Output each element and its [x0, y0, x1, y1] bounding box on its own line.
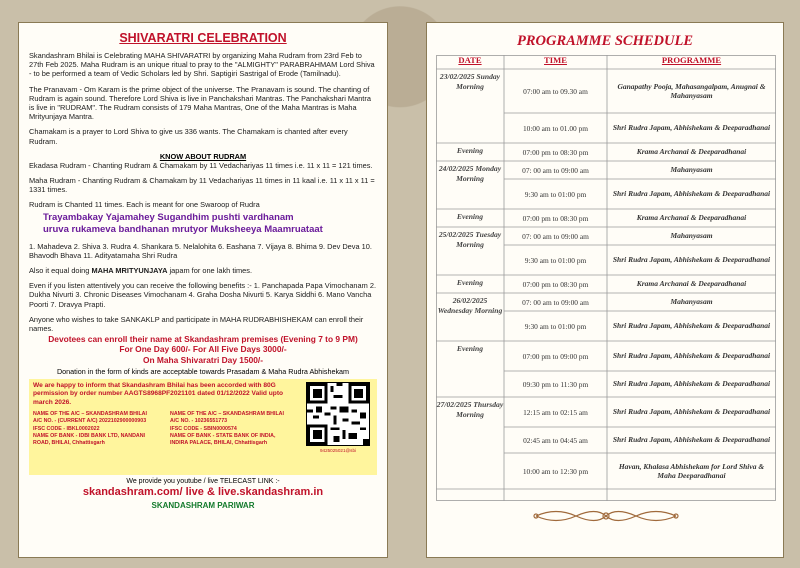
schedule-row [436, 113, 776, 143]
devotees-line-1: Devotees can enroll their name at Skandashram premises (Evening 7 to 9 PM) [48, 334, 358, 345]
devotees-line-3: On Maha Shivaratri Day 1500/- [142, 354, 264, 365]
know-about-heading: KNOW ABOUT RUDRAM [159, 151, 247, 161]
youtube-note: We provide you youtube / live TELECAST LINK :- [126, 477, 280, 485]
row-time: 09:30 pm to 11:30 pm [522, 379, 589, 389]
row-programme: Mahanyasam [670, 165, 713, 175]
schedule-row [436, 397, 776, 427]
schedule-row [436, 143, 776, 161]
pranavam-paragraph: The Pranavam - Om Karam is the prime object of the universe. The Pranavam is sound. The chanting of Rudram is again sound. Therefore Lord Shiva is live in Panchakshari Mantras. The Panchakshari Mantra is live in "RUDRAM". The Rudram consists of 179 Maha Mantras, One of the Maha Mantras is Maha Mrityunjaya Mantra. [29, 84, 371, 122]
also-pre: Also it equal doing [29, 266, 92, 276]
row-time: 9:30 am to 01:00 pm [524, 321, 587, 331]
left-panel [18, 22, 388, 558]
row-programme: Havan, Khalasa Abhishekam for Lord Shiva & Maha Deeparadhanai [618, 461, 765, 480]
row-programme: Ganapathy Pooja, Mahasangalpam, Anugnai & Mahanyasam [617, 81, 766, 100]
80g-notice: We are happy to inform that Skandashram Bhilai has been accorded with 80G permission by order number AAGTS8968PF2021101 dated 01/12/2022 Valid upto march 2026. [33, 381, 284, 406]
schedule-row [436, 245, 776, 275]
row-programme: Krama Archanai & Deeparadhanai [636, 279, 747, 289]
chanted-paragraph: Rudram is Chanted 11 times. Each is meant for one Swaroop of Rudra [29, 200, 260, 210]
rudras-list: 1. Mahadeva 2. Shiva 3. Rudra 4. Shankara 5. Nelalohita 6. Eashana 7. Vijaya 8. Bhima 9. Dev Deva 10. Bhavodh Bhava 11. Adityatamaha Shri Rudra [29, 241, 372, 260]
schedule-row [436, 69, 776, 113]
bank1-line: NAME OF THE A/C – SKANDASHRAM BHILAI [33, 411, 147, 418]
devotees-line-2: For One Day 600/- For All Five Days 3000/- [119, 344, 287, 355]
row-date: Evening [456, 146, 484, 155]
intro-paragraph: Skandashram Bhilai is Celebrating MAHA SHIVARATRI by organizing Maha Rudram from 23rd Feb to 27th Feb 2025. Maha Rudram is an unique ritual to pray to the "ALMIGHTY" PARABRAHMAM Lord Shiva - to be performed a team of Vedic Scholars led by Shri. Saptigiri Sastrigal of Erode (Tamilnadu). [29, 51, 375, 79]
sankalp-paragraph: Anyone who wishes to take SANKAKLP and participate in MAHA RUDRABHISHEKAM can enroll their names. [29, 314, 364, 334]
bank-sbi [170, 411, 299, 447]
bank2-line: NAME OF THE A/C – SKANDASHRAM BHILAI [170, 411, 284, 418]
bank-info-box [29, 379, 377, 475]
row-programme: Shri Rudra Japam, Abhishekam & Deeparadhanai [612, 435, 771, 445]
row-programme: Shri Rudra Japam, Abhishekam & Deeparadhanai [612, 189, 771, 199]
row-time: 07:00 am to 09.30 am [523, 86, 588, 96]
row-time: 12:15 am to 02:15 am [523, 407, 588, 417]
donation-note: Donation in the form of kinds are acceptable towards Prasadam & Maha Rudra Abhishekam [56, 366, 350, 376]
row-time: 02:45 am to 04:45 am [523, 435, 588, 445]
row-time: 07: 00 am to 09:00 am [522, 231, 589, 241]
right-panel [426, 22, 784, 558]
schedule-row [436, 209, 776, 227]
row-programme: Mahanyasam [670, 297, 713, 307]
maha-rudram-paragraph: Maha Rudram - Chanting Rudram & Chamakam by 11 Vedachariyas 11 times in 11 kaal i.e. 11 x 11 x 11 = 1331 times. [29, 176, 375, 195]
row-date: 23/02/2025 Sunday Morning [439, 72, 501, 91]
row-date: Evening [456, 212, 484, 221]
pariwar-footer: SKANDASHRAM PARIWAR [151, 500, 255, 510]
benefits-paragraph: Even if you listen attentively you can receive the following benefits :- 1. Panchapada Papa Vimochanam 2. Dukha Nivurti 3. Chronic Diseases Vimochanam 4. Graha Dosha Nivurti 5. Karya Siddhi 6. Mano Vancha Poorti 7. Dravya Prapti. [29, 281, 377, 309]
bank1-line: ROAD, BHILAI, Chhattisgarh [33, 439, 105, 446]
row-time: 9:30 am to 01:00 pm [524, 189, 587, 199]
row-programme: Shri Rudra Japam, Abhishekam & Deeparadhanai [612, 379, 771, 389]
also-post: japam for one lakh times. [167, 266, 253, 276]
also-paragraph [29, 266, 377, 275]
schedule-row [436, 293, 776, 315]
bank2-line: INDIRA PALACE, BHILAI, Chhattisgarh [170, 439, 268, 446]
schedule-row [436, 311, 776, 341]
row-programme: Krama Archanai & Deeparadhanai [636, 147, 747, 157]
row-time: 10:00 am to 01.00 pm [522, 123, 589, 133]
row-programme: Shri Rudra Japam, Abhishekam & Deeparadhanai [612, 351, 771, 361]
qr-code-icon[interactable] [306, 382, 370, 446]
qr-caption: 9425025021@sbi [319, 447, 357, 453]
row-time: 9:30 am to 01:00 pm [524, 255, 587, 265]
row-time: 07:00 pm to 08:30 pm [522, 147, 589, 157]
row-date: Evening [456, 344, 484, 353]
row-programme: Krama Archanai & Deeparadhanai [636, 213, 747, 223]
header-time: TIME [544, 55, 567, 65]
chamakam-paragraph: Chamakam is a prayer to Lord Shiva to give us 336 wants. The Chamakam is chanted after every Rudram. [29, 127, 348, 146]
left-title: SHIVARATRI CELEBRATION [119, 31, 287, 45]
mantra-line-1: Trayambakay Yajamahey Sugandhim pushti vardhanam [43, 211, 294, 223]
bank1-line: NAME OF BANK - IDBI BANK LTD, NANDANI [33, 432, 146, 439]
row-programme: Mahanyasam [670, 231, 713, 241]
row-date: Evening [456, 278, 484, 287]
row-time: 07:00 pm to 08:30 pm [522, 279, 589, 289]
row-date: 24/02/2025 Monday Morning [438, 164, 502, 183]
schedule-row [436, 161, 776, 183]
row-time: 07:00 pm to 08:30 pm [522, 213, 589, 223]
ekadasa-paragraph: Ekadasa Rudram - Chanting Rudram & Chamakam by 11 Vedachariyas 11 times i.e. 11 x 11 = 121 times. [29, 160, 373, 170]
bank1-line: IFSC CODE - IBKL0002022 [33, 425, 100, 432]
row-time: 07: 00 am to 09:00 am [522, 165, 589, 175]
also-bold: MAHA MRITYUNJAYA [91, 266, 168, 276]
header-programme: PROGRAMME [661, 55, 722, 65]
bank1-line: A/C NO. - (CURRENT A/C) 2022102900000903 [33, 418, 147, 425]
mantra-text [43, 212, 377, 236]
row-time: 10:00 am to 12:30 pm [522, 466, 589, 476]
mantra-line-2: uruva rukameva bandhanan mrutyor Muksheeya Maamruataat [43, 223, 323, 235]
schedule-row [436, 179, 776, 209]
row-time: 07: 00 am to 09:00 am [522, 297, 589, 307]
row-programme: Shri Rudra Japam, Abhishekam & Deeparadhanai [612, 255, 771, 265]
schedule-row [436, 227, 776, 249]
header-date: DATE [458, 55, 482, 65]
schedule-title: PROGRAMME SCHEDULE [516, 33, 694, 49]
schedule-row [436, 341, 776, 371]
website-link[interactable]: skandashram.com/ live & live.skandashram.in [82, 485, 324, 498]
row-programme: Shri Rudra Japam, Abhishekam & Deeparadhanai [612, 407, 771, 417]
schedule-row [436, 427, 776, 453]
schedule-row [436, 275, 776, 293]
schedule-row [436, 453, 776, 489]
ornament-icon [526, 507, 686, 525]
row-time: 07:00 pm to 09:00 pm [522, 351, 589, 361]
bank2-line: NAME OF BANK - STATE BANK OF INDIA, [170, 432, 276, 439]
bank-idbi [33, 411, 162, 447]
row-date: 25/02/2025 Tuesday Morning [438, 230, 502, 249]
row-programme: Shri Rudra Japam, Abhishekam & Deeparadhanai [612, 123, 771, 133]
schedule-row [436, 371, 776, 397]
row-date: 27/02/2025 Thursday Morning [436, 400, 504, 419]
bank2-line: IFSC CODE - SBIN0000574 [170, 425, 237, 432]
row-programme: Shri Rudra Japam, Abhishekam & Deeparadhanai [612, 321, 771, 331]
row-date: 26/02/2025 Wednesday Morning [437, 296, 503, 315]
bank2-line: A/C NO. - 10236551773 [170, 418, 228, 425]
